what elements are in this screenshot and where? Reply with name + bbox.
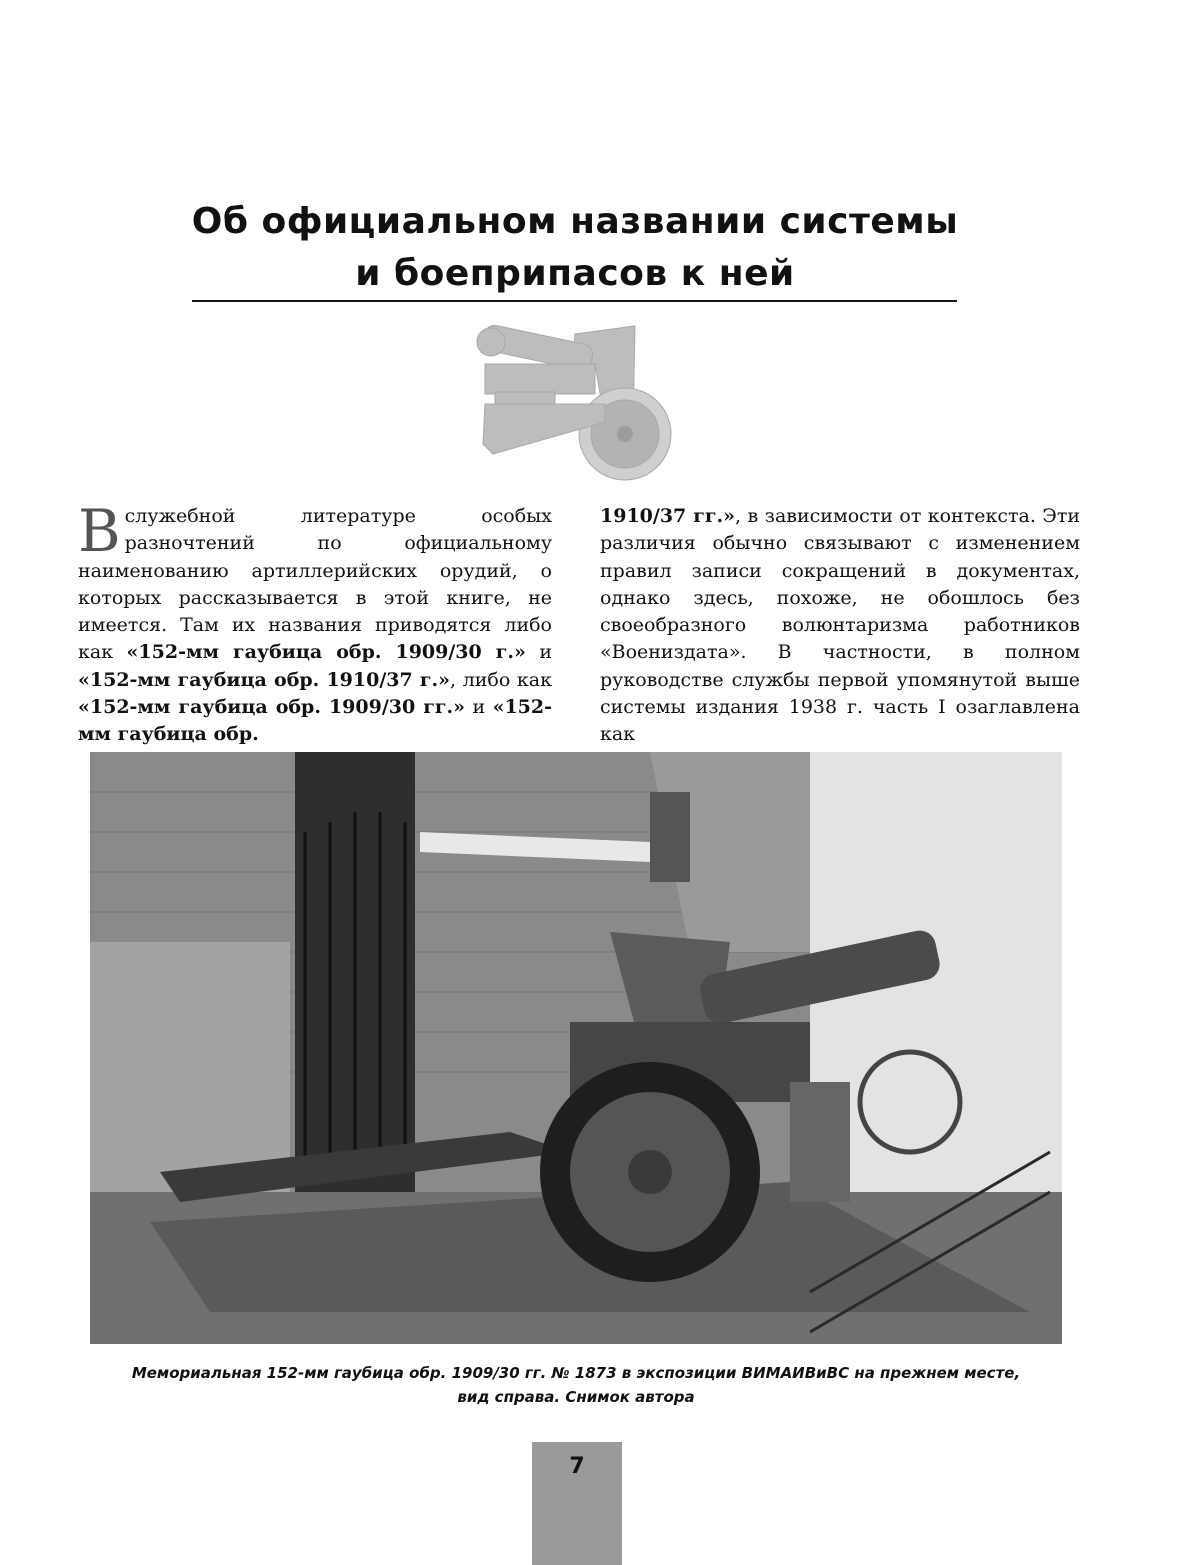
body-paragraph-continued: [600, 503, 1080, 749]
drop-cap: В: [78, 497, 121, 565]
photo-caption-line-2: вид справа. Снимок автора: [457, 1388, 695, 1406]
bold-term-3: «152-мм гаубица обр. 1909/30 гг.»: [78, 696, 466, 719]
chapter-title: [190, 196, 960, 300]
page-number-tab: [532, 1442, 622, 1565]
howitzer-photo-illustration: [90, 752, 1062, 1344]
body-text-left-column: [78, 497, 553, 749]
howitzer-photo: [90, 752, 1062, 1344]
text-run: служебной литературе особых разночтений по официальному наименованию артиллерийских орудий, о которых рассказывается в этой книге, не имеется. Там их названия приводятся либо как: [78, 505, 552, 664]
text-run: , в зависимости от контекста. Эти различия обычно связывают с изменением правил записи сокращений в документах, однако здесь, похоже, не обошлось без своеобразного волюнтаризма работников «Воениздата». В частности, в полном руководстве службы первой упомянутой выше системы издания 1938 г. часть I озаглавлена как: [600, 505, 1080, 746]
photo-caption: [110, 1361, 1042, 1409]
text-run: и: [525, 641, 553, 664]
body-text-right-column: [600, 503, 1080, 749]
chapter-title-line-2: и боеприпасов к ней: [355, 253, 795, 294]
bold-term-4-continued: 1910/37 гг.»: [600, 505, 736, 527]
chapter-title-line-1: Об официальном названии системы: [191, 201, 959, 242]
body-paragraph: [78, 497, 553, 749]
bold-term-2: «152-мм гаубица обр. 1910/37 г.»: [78, 668, 451, 691]
text-run: , либо как: [450, 668, 552, 691]
title-rule: [192, 300, 957, 302]
howitzer-emblem-image: [455, 304, 685, 499]
photo-caption-line-1: Мемориальная 152-мм гаубица обр. 1909/30 гг. № 1873 в экспозиции ВИМАИВиВС на прежнем месте,: [131, 1364, 1021, 1382]
bold-term-1: «152-мм гаубица обр. 1909/30 г.»: [126, 641, 526, 664]
page-number: 7: [569, 1454, 585, 1479]
bold-term-4: «152-мм гаубица обр.: [78, 696, 552, 746]
text-run: и: [465, 696, 493, 719]
